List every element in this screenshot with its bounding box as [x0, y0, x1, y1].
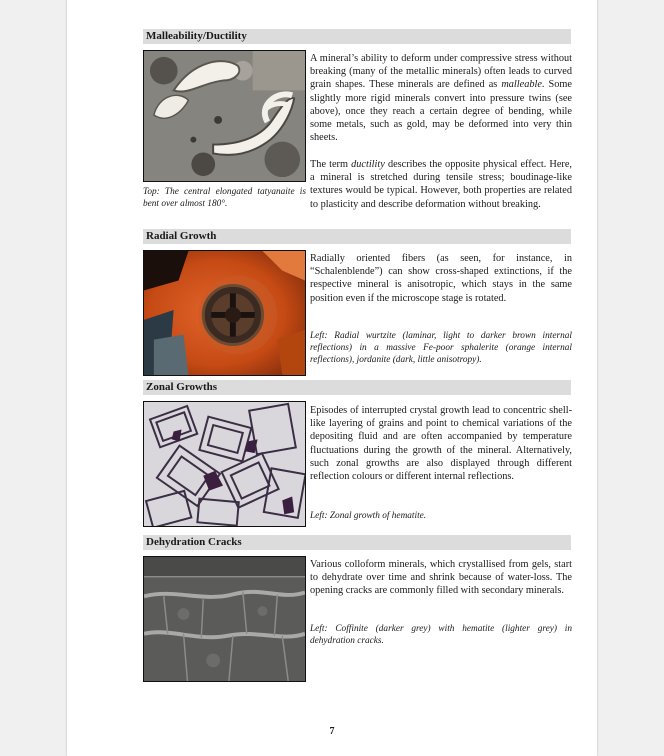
section-heading-malleability: Malleability/Ductility — [143, 29, 571, 44]
section-heading-dehydration-cracks: Dehydration Cracks — [143, 535, 571, 550]
term-malleable: malleable — [501, 79, 542, 91]
zonal-growths-paragraph: Episodes of interrupted crystal growth lead to concentric shell-like layering of grains and point to chemical variations of the depositing fluid and are often accompanied by temperature fluctuations during the growth of the mineral. Alternatively, such zonal growths are also displayed through different reflection colours or different internal reflections. — [310, 405, 572, 483]
caption-tatyanaite: Top: The central elongated tatyanaite is bent over almost 180°. — [143, 187, 306, 209]
document-page — [67, 0, 597, 756]
micrograph-zonal-hematite — [143, 401, 306, 527]
page-number: 7 — [329, 726, 335, 737]
caption-coffinite: Left: Coffinite (darker grey) with hematite (lighter grey) in dehydration cracks. — [310, 624, 572, 646]
term-ductility: ductility — [351, 159, 385, 170]
paragraph-text: . Some slightly more rigid minerals convert into pressure twins (see above), once they reach a certain degree of bending, while some metals, such as gold, may be deformed into very thin sheets. — [310, 79, 572, 144]
section-heading-zonal-growths: Zonal Growths — [143, 380, 571, 395]
paragraph-text: describes the opposite physical effect. Here, a mineral is stretched during tensile stress; boudinage-like textures would be typical. However, both properties are related to plasticity and describe deformation without breaking. — [310, 159, 572, 210]
micrograph-radial-wurtzite — [143, 250, 306, 376]
caption-zonal-hematite: Left: Zonal growth of hematite. — [310, 511, 427, 521]
paragraph-text: A mineral’s ability to deform under compressive stress without breaking (many of the metallic minerals) often leads to curved grain shapes. These minerals are defined as — [310, 53, 572, 91]
radial-growth-paragraph: Radially oriented fibers (as seen, for instance, in “Schalenblende”) can show cross-shaped extinctions, if the respective mineral is anisotropic, which stays in the same position even if the microscope stage is rotated. — [310, 253, 572, 304]
micrograph-tatyanaite — [143, 50, 306, 182]
section-heading-radial-growth: Radial Growth — [143, 229, 571, 244]
ductility-paragraph — [310, 158, 572, 211]
caption-radial-wurtzite: Left: Radial wurtzite (laminar, light to darker brown internal reflections) in a massive Fe-poor sphalerite (orange internal reflections), jordanite (dark, little anisotropy). — [310, 331, 572, 365]
malleability-paragraph — [310, 52, 572, 144]
micrograph-coffinite — [143, 556, 306, 682]
paragraph-text: The term — [310, 159, 352, 170]
dehydration-cracks-paragraph: Various colloform minerals, which crystallised from gels, start to dehydrate over time and shrink because of water-loss. The opening cracks are commonly filled with secondary minerals. — [310, 559, 572, 597]
